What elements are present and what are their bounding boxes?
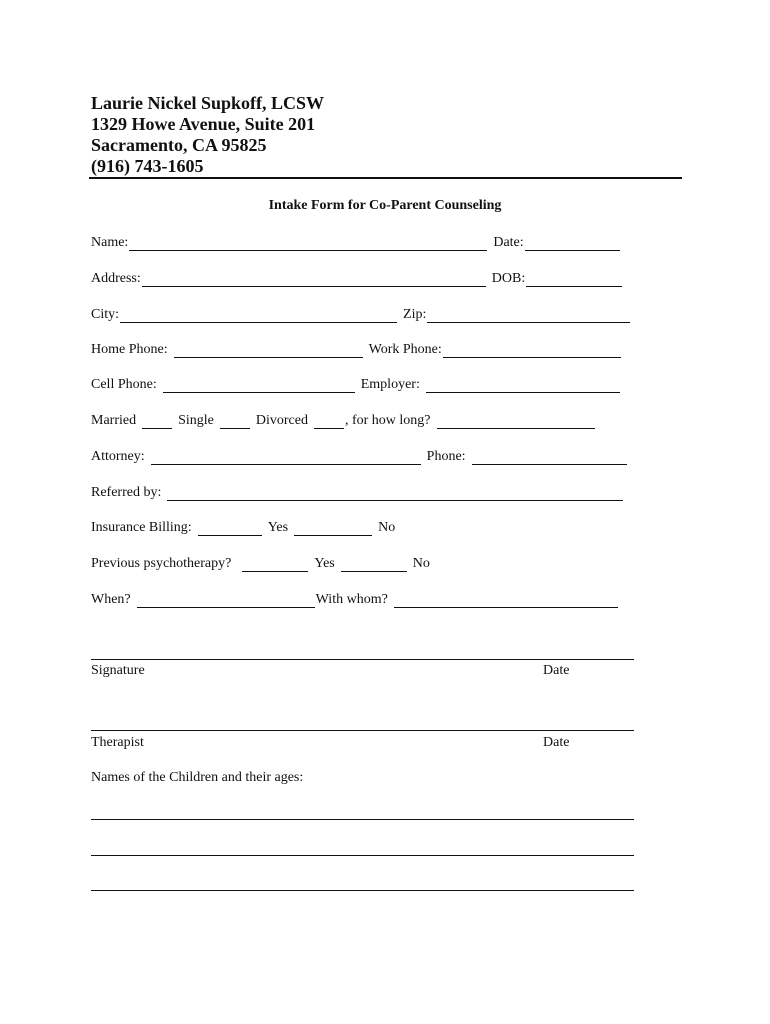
dob-label: DOB: <box>491 271 526 286</box>
psychotherapy-label: Previous psychotherapy? <box>91 556 232 571</box>
how-long-label: , for how long? <box>344 413 431 428</box>
phone-row <box>91 341 622 358</box>
address-dob-row <box>91 270 623 287</box>
psychotherapy-no-field[interactable] <box>341 558 407 572</box>
practice-city: Sacramento, CA 95825 <box>91 135 267 155</box>
married-field[interactable] <box>142 415 172 429</box>
city-zip-row <box>91 306 631 323</box>
divorced-label: Divorced <box>255 413 308 428</box>
therapist-label: Therapist <box>91 735 144 750</box>
insurance-row <box>91 519 395 536</box>
form-title-text: Intake Form for Co-Parent Counseling <box>268 198 502 213</box>
city-field[interactable] <box>120 309 397 323</box>
attorney-field[interactable] <box>151 451 421 465</box>
referred-field[interactable] <box>167 487 623 501</box>
cell-phone-label: Cell Phone: <box>91 377 157 392</box>
name-field[interactable] <box>129 237 487 251</box>
home-phone-label: Home Phone: <box>91 342 168 357</box>
married-label: Married <box>91 413 137 428</box>
employer-field[interactable] <box>426 379 620 393</box>
when-field[interactable] <box>137 594 315 608</box>
date-field[interactable] <box>525 237 620 251</box>
work-phone-label: Work Phone: <box>368 342 442 357</box>
attorney-row <box>91 448 628 465</box>
when-row <box>91 591 619 608</box>
referred-label: Referred by: <box>91 485 162 500</box>
address-field[interactable] <box>142 273 486 287</box>
attorney-label: Attorney: <box>91 449 145 464</box>
practice-header <box>91 93 324 177</box>
psychotherapy-no-label: No <box>412 556 430 571</box>
zip-field[interactable] <box>427 309 630 323</box>
referred-row <box>91 484 624 501</box>
marital-status-row <box>91 412 596 429</box>
signature-label: Signature <box>91 663 145 678</box>
with-whom-field[interactable] <box>394 594 618 608</box>
employer-label: Employer: <box>360 377 420 392</box>
work-phone-field[interactable] <box>443 344 621 358</box>
single-field[interactable] <box>220 415 250 429</box>
header-divider <box>89 177 682 179</box>
form-title <box>0 198 770 214</box>
psychotherapy-yes-field[interactable] <box>242 558 308 572</box>
practice-name: Laurie Nickel Supkoff, LCSW <box>91 93 325 113</box>
with-whom-label: With whom? <box>315 592 388 607</box>
home-phone-field[interactable] <box>174 344 363 358</box>
children-line-1[interactable] <box>91 819 634 820</box>
therapist-line[interactable] <box>91 730 634 731</box>
address-label: Address: <box>91 271 141 286</box>
signature-date-label: Date <box>543 663 570 678</box>
city-label: City: <box>91 307 120 322</box>
dob-field[interactable] <box>526 273 622 287</box>
children-label: Names of the Children and their ages: <box>91 770 304 785</box>
children-line-3[interactable] <box>91 890 634 891</box>
insurance-no-field[interactable] <box>294 522 372 536</box>
cell-phone-field[interactable] <box>163 379 355 393</box>
psychotherapy-yes-label: Yes <box>314 556 335 571</box>
name-date-row <box>91 234 621 251</box>
insurance-no-label: No <box>378 520 396 535</box>
insurance-label: Insurance Billing: <box>91 520 192 535</box>
attorney-phone-field[interactable] <box>472 451 627 465</box>
cell-employer-row <box>91 376 621 393</box>
date-label: Date: <box>493 235 524 250</box>
practice-address: 1329 Howe Avenue, Suite 201 <box>91 114 316 134</box>
signature-line[interactable] <box>91 659 634 660</box>
zip-label: Zip: <box>403 307 427 322</box>
practice-phone: (916) 743-1605 <box>91 156 204 176</box>
children-line-2[interactable] <box>91 855 634 856</box>
insurance-yes-label: Yes <box>267 520 289 535</box>
therapist-date-label: Date <box>543 735 570 750</box>
divorced-field[interactable] <box>314 415 344 429</box>
attorney-phone-label: Phone: <box>426 449 466 464</box>
insurance-yes-field[interactable] <box>198 522 262 536</box>
name-label: Name: <box>91 235 129 250</box>
single-label: Single <box>178 413 214 428</box>
how-long-field[interactable] <box>437 415 595 429</box>
when-label: When? <box>91 592 131 607</box>
psychotherapy-row <box>91 555 430 572</box>
